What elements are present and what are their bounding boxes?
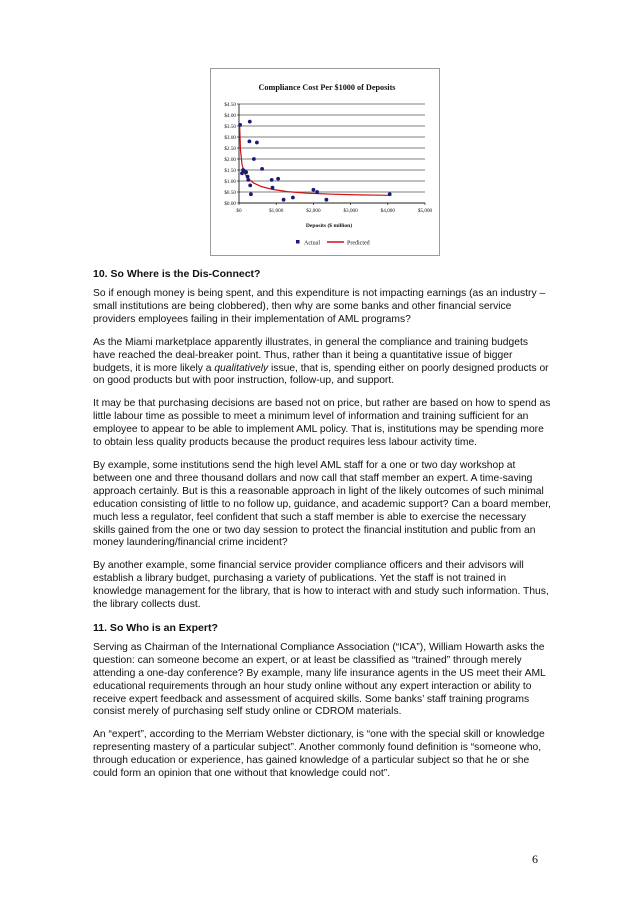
- x-tick-label: $0: [236, 208, 242, 214]
- actual-data-point: [282, 198, 286, 202]
- section-10-paragraph-3: It may be that purchasing decisions are based not on price, but rather are based on how to spend as little labour time as possible to meet a minimum level of information and training sufficient for an employee to appear to be able to implement AML policy. That is, institutions may be spending more to obtain less quality products because the product requires less labour activity time.: [93, 398, 551, 449]
- section-10-paragraph-5: By another example, some financial service provider compliance officers and their advisors will establish a library budget, purchasing a variety of publications. Yet the staff is not trained in knowledge management for the library, that is how to interact with and study such information. Thus, the library collects dust.: [93, 560, 549, 611]
- y-tick-label: $2.00: [224, 156, 236, 163]
- x-axis-label: Deposits ($ million): [305, 223, 353, 229]
- compliance-cost-chart: [210, 68, 440, 256]
- section-10-paragraph-2: [93, 337, 551, 389]
- actual-data-point: [248, 120, 252, 124]
- x-tick-label: $1,000: [269, 208, 284, 214]
- y-tick-label: $0.50: [224, 189, 236, 196]
- legend-actual-label: Actual: [304, 240, 320, 247]
- actual-data-point: [248, 140, 252, 144]
- actual-data-point: [246, 175, 250, 179]
- y-tick-label: $4.50: [224, 101, 236, 108]
- section-11-heading: 11. So Who is an Expert?: [93, 621, 218, 634]
- y-tick-label: $3.50: [224, 123, 236, 130]
- section-10-paragraph-4: By example, some institutions send the high level AML staff for a one or two day workshop at between one and three thousand dollars and now call that staff member an expert. A time-saving approach certainly. But is this a reasonable approach in light of the likely outcomes of such minimal education consisting of little to no follow up, guidance, and academic support? Can a board member, much less a regulator, feel confident that such a staff member is able to exercise the necessary skills gained from the one or two day session to protect the financial institution and public from an money laundering/financial crime incident?: [93, 459, 551, 549]
- chart-svg: [211, 69, 439, 255]
- page-number: 6: [532, 852, 538, 866]
- actual-data-point: [248, 184, 252, 188]
- actual-data-point: [244, 170, 248, 174]
- p2-text-start: As the Miami marketplace apparently illustrates, in general the compliance and training budgets have reached the deal-breaker point. Thus, rather than it being a quantitative issue of bigger budgets, it is more likely a: [93, 336, 528, 374]
- actual-data-point: [252, 157, 256, 161]
- predicted-line: [240, 125, 390, 195]
- actual-data-point: [270, 178, 274, 182]
- section-11-paragraph-1: Serving as Chairman of the International Compliance Association (“ICA”), William Howarth asks the question: can someone become an expert, or at least be classified as “trained” through merely attending a one-day conference? By example, many life insurance agents in the US meet their AML educational requirements through an hour study online without any expert interaction or ability to receive expert feedback and assessment of acquired skills. Some banks’ staff training programs consist merely of purchasing self study online or CDROM materials.: [93, 641, 546, 718]
- actual-data-point: [291, 196, 295, 200]
- chart-legend: [296, 240, 370, 247]
- y-tick-label: $2.50: [224, 145, 236, 152]
- section-11-paragraph-2: An “expert”, according to the Merriam Webster dictionary, is “one with the special skill or knowledge representing mastery of a particular subject”. Another commonly found definition is “someone who, through education or experience, has gained knowledge of a particular subject so that he or she could form an opinion that one without that knowledge could not”.: [93, 729, 545, 780]
- x-tick-label: $2,000: [306, 208, 321, 214]
- legend-actual-marker: [296, 240, 300, 244]
- actual-data-point: [312, 188, 316, 192]
- actual-data-point: [276, 177, 280, 181]
- p2-text-end: issue, that is, spending either on poorly designed products or on good products but with poor instruction, follow-up, and support.: [93, 362, 549, 387]
- y-tick-label: $4.00: [224, 112, 236, 119]
- section-10-paragraph-1: So if enough money is being spent, and this expenditure is not impacting earnings (as an industry – small institutions are being clobbered), then why are some banks and other financial service providers employees failing in their implementation of AML programs?: [93, 288, 546, 325]
- section-10-heading: 10. So Where is the Dis-Connect?: [93, 268, 261, 280]
- y-tick-label: $0.00: [224, 200, 236, 207]
- p2-italic-word: qualitatively: [214, 362, 269, 374]
- x-tick-label: $4,000: [380, 208, 395, 214]
- y-tick-label: $1.50: [224, 167, 236, 174]
- actual-data-point: [271, 186, 275, 190]
- chart-title: Compliance Cost Per $1000 of Deposits: [258, 83, 396, 92]
- y-tick-label: $1.00: [224, 178, 236, 185]
- actual-data-point: [238, 123, 242, 127]
- actual-data-point: [260, 167, 264, 171]
- actual-data-point: [249, 192, 253, 196]
- x-tick-label: $5,000: [417, 208, 433, 214]
- actual-data-point: [255, 141, 259, 145]
- y-tick-label: $3.00: [224, 134, 236, 141]
- x-tick-label: $3,000: [343, 208, 358, 214]
- actual-data-point: [388, 192, 392, 196]
- actual-data-point: [246, 178, 250, 182]
- actual-data-point: [325, 198, 329, 202]
- actual-data-point: [315, 190, 319, 194]
- legend-predicted-label: Predicted: [347, 240, 370, 247]
- article-body: [93, 268, 551, 791]
